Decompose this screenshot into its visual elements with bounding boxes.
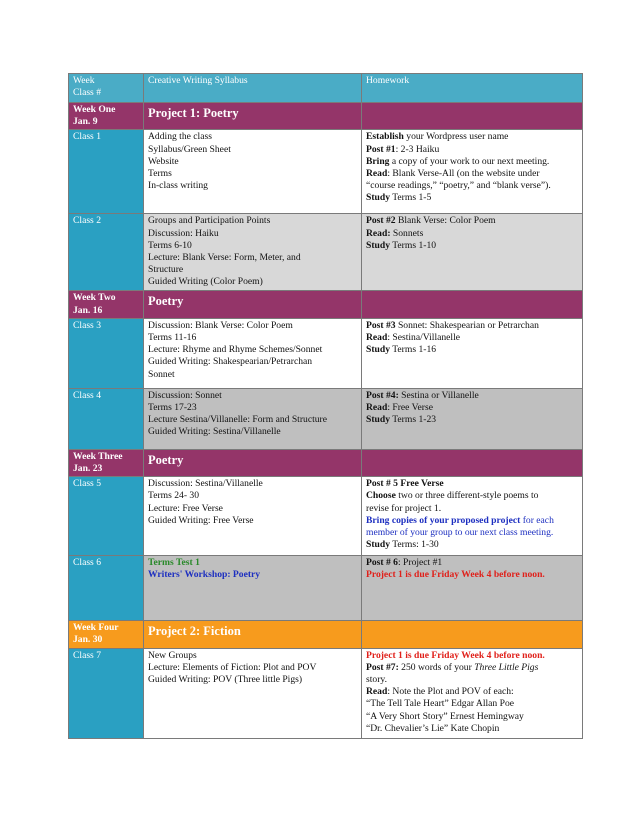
week-label: Week Two Jan. 16 — [69, 291, 144, 318]
class-label: Class 3 — [69, 318, 144, 388]
class-label: Class 6 — [69, 556, 144, 621]
class-label: Class 4 — [69, 388, 144, 449]
week-empty — [362, 449, 583, 476]
week-row — [69, 449, 583, 476]
week-row — [69, 291, 583, 318]
header-week: Week Class # — [69, 74, 144, 103]
week-label: Week Three Jan. 23 — [69, 449, 144, 476]
class-homework: Establish your Wordpress user name Post #1: 2-3 Haiku Bring a copy of your work to our next meeting. Read: Blank Verse-All (on the website under “course readings,” “poetry,” and “blank verse”). Study Terms 1-5 — [362, 130, 583, 214]
header-homework: Homework — [362, 74, 583, 103]
class-homework: Post # 6: Project #1 Project 1 is due Friday Week 4 before noon. — [362, 556, 583, 621]
class-row — [69, 318, 583, 388]
class-homework: Project 1 is due Friday Week 4 before noon. Post #7: 250 words of your Three Little Pigs story. Read: Note the Plot and POV of each: “The Tell Tale Heart” Edgar Allan Poe “A Very Short Story” Ernest Hemingway “Dr. Chevalier’s Lie” Kate Chopin — [362, 648, 583, 738]
class-homework: Post #3 Sonnet: Shakespearian or Petrarchan Read: Sestina/Villanelle Study Terms 1-16 — [362, 318, 583, 388]
class-row — [69, 648, 583, 738]
class-label: Class 7 — [69, 648, 144, 738]
header-row — [69, 74, 583, 103]
class-agenda: Discussion: Sonnet Terms 17-23 Lecture Sestina/Villanelle: Form and Structure Guided Writing: Sestina/Villanelle — [144, 388, 362, 449]
week-label: Week One Jan. 9 — [69, 103, 144, 130]
class-homework: Post #4: Sestina or Villanelle Read: Free Verse Study Terms 1-23 — [362, 388, 583, 449]
class-agenda: Adding the class Syllabus/Green Sheet Website Terms In-class writing — [144, 130, 362, 214]
week-title: Project 2: Fiction — [144, 621, 362, 648]
class-row — [69, 130, 583, 214]
class-homework: Post # 5 Free Verse Choose two or three different-style poems to revise for project 1. Bring copies of your proposed project for each member of your group to our next class meeting. Study Terms: 1-30 — [362, 477, 583, 556]
class-agenda: New Groups Lecture: Elements of Fiction: Plot and POV Guided Writing: POV (Three little Pigs) — [144, 648, 362, 738]
week-empty — [362, 291, 583, 318]
class-row — [69, 388, 583, 449]
class-agenda: Terms Test 1 Writers' Workshop: Poetry — [144, 556, 362, 621]
class-homework: Post #2 Blank Verse: Color Poem Read: Sonnets Study Terms 1-10 — [362, 214, 583, 291]
class-row — [69, 556, 583, 621]
class-agenda: Discussion: Sestina/Villanelle Terms 24- 30 Lecture: Free Verse Guided Writing: Free Verse — [144, 477, 362, 556]
week-empty — [362, 103, 583, 130]
class-label: Class 5 — [69, 477, 144, 556]
week-title: Poetry — [144, 449, 362, 476]
class-label: Class 2 — [69, 214, 144, 291]
week-title: Project 1: Poetry — [144, 103, 362, 130]
week-row — [69, 103, 583, 130]
class-agenda: Groups and Participation Points Discussion: Haiku Terms 6-10 Lecture: Blank Verse: Form, Meter, and Structure Guided Writing (Color Poem) — [144, 214, 362, 291]
class-agenda: Discussion: Blank Verse: Color Poem Terms 11-16 Lecture: Rhyme and Rhyme Schemes/Sonnet Guided Writing: Shakespearian/Petrarchan Sonnet — [144, 318, 362, 388]
syllabus-table — [68, 73, 583, 739]
class-label: Class 1 — [69, 130, 144, 214]
class-row — [69, 214, 583, 291]
week-empty — [362, 621, 583, 648]
week-row — [69, 621, 583, 648]
week-label: Week Four Jan. 30 — [69, 621, 144, 648]
week-title: Poetry — [144, 291, 362, 318]
header-syllabus: Creative Writing Syllabus — [144, 74, 362, 103]
class-row — [69, 477, 583, 556]
